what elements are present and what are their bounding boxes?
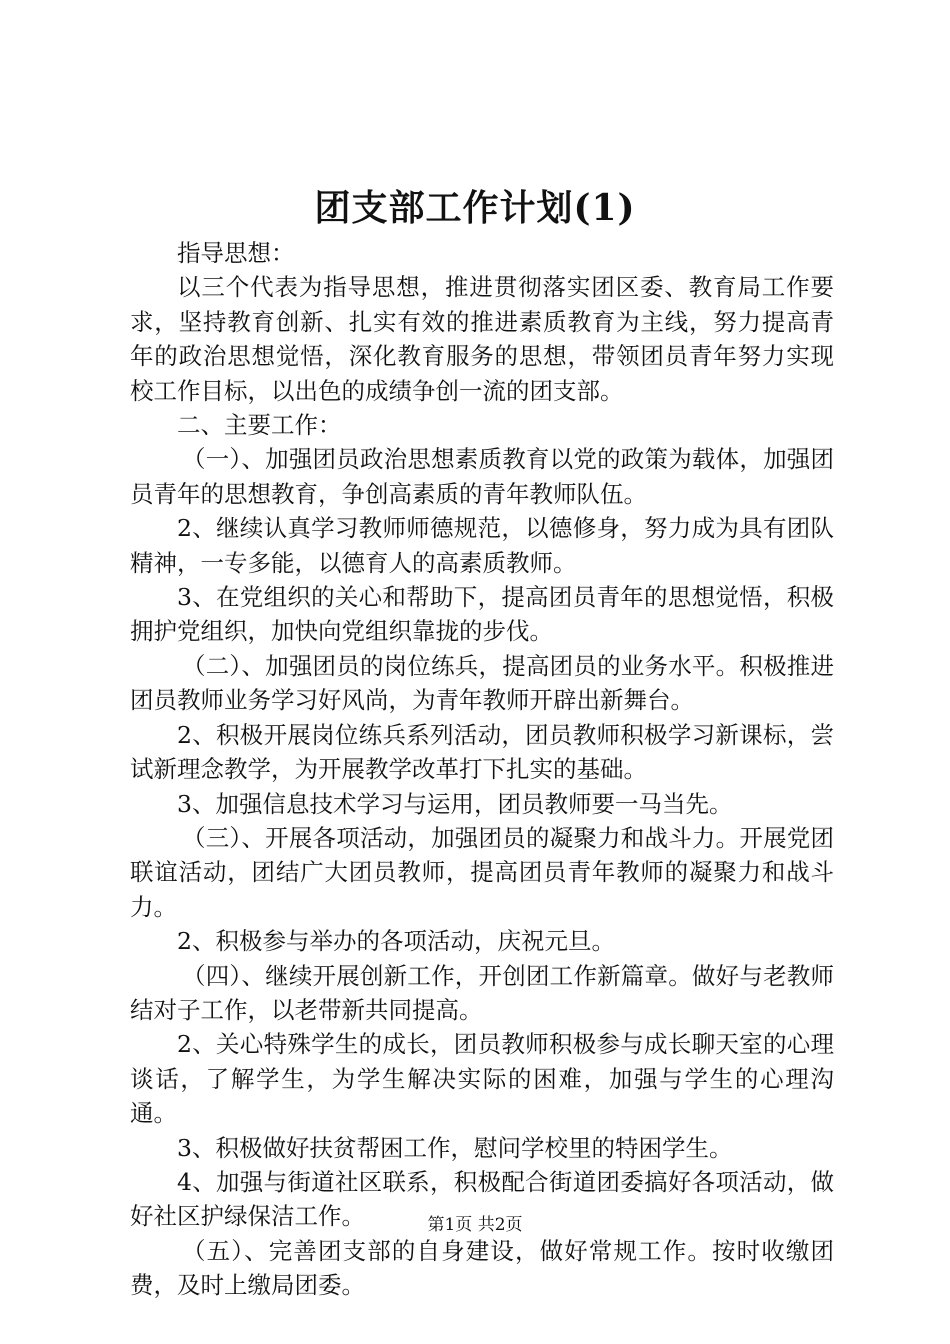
paragraph-section-4: （四）、继续开展创新工作，开创团工作新篇章。做好与老教师结对子工作，以老带新共同提高。 bbox=[130, 961, 834, 1024]
paragraph-section-2-item-2: 2、积极开展岗位练兵系列活动，团员教师积极学习新课标，尝试新理念教学，为开展教学改革打下扎实的基础。 bbox=[130, 720, 834, 784]
paragraph-section-2-item-3: 3、加强信息技术学习与运用，团员教师要一马当先。 bbox=[177, 789, 733, 818]
paragraph-guiding-thought: 以三个代表为指导思想，推进贯彻落实团区委、教育局工作要求，坚持教育创新、扎实有效的推进素质教育为主线，努力提高青年的政治思想觉悟，深化教育服务的思想，带领团员青年努力实现校工作目标，以出色的成绩争创一流的团支部。 bbox=[130, 273, 834, 405]
paragraph-main-work-heading: 二、主要工作： bbox=[177, 411, 342, 440]
document-body bbox=[130, 236, 834, 1303]
paragraph-guiding-thought-heading: 指导思想： bbox=[177, 239, 295, 267]
paragraph-section-3: （三）、开展各项活动，加强团员的凝聚力和战斗力。开展党团联谊活动，团结广大团员教师，提高团员青年教师的凝聚力和战斗力。 bbox=[130, 823, 834, 921]
paragraph-section-3-item-2: 2、积极参与举办的各项活动，庆祝元旦。 bbox=[177, 927, 615, 956]
paragraph-section-1-item-3: 3、在党组织的关心和帮助下，提高团员青年的思想觉悟，积极拥护党组织，加快向党组织靠拢的步伐。 bbox=[130, 583, 834, 646]
paragraph-section-4-item-3: 3、积极做好扶贫帮困工作，慰问学校里的特困学生。 bbox=[177, 1133, 733, 1162]
paragraph-section-4-item-4: 4、加强与街道社区联系，积极配合街道团委搞好各项活动，做好社区护绿保洁工作。 bbox=[130, 1167, 834, 1231]
page-footer: 第1页 共2页 bbox=[427, 1215, 523, 1235]
paragraph-section-1: （一）、加强团员政治思想素质教育以党的政策为载体，加强团员青年的思想教育，争创高素质的青年教师队伍。 bbox=[130, 445, 834, 508]
paragraph-section-2: （二）、加强团员的岗位练兵，提高团员的业务水平。积极推进团员教师业务学习好风尚，为青年教师开辟出新舞台。 bbox=[130, 651, 834, 715]
document-title: 团支部工作计划(1) bbox=[314, 187, 636, 229]
paragraph-section-1-item-2: 2、继续认真学习教师师德规范，以德修身，努力成为具有团队精神，一专多能，以德育人的高素质教师。 bbox=[130, 514, 834, 577]
paragraph-section-4-item-2: 2、关心特殊学生的成长，团员教师积极参与成长聊天室的心理谈话，了解学生，为学生解决实际的困难，加强与学生的心理沟通。 bbox=[130, 1030, 834, 1128]
paragraph-section-5: （五）、完善团支部的自身建设，做好常规工作。按时收缴团费，及时上缴局团委。 bbox=[130, 1236, 834, 1300]
